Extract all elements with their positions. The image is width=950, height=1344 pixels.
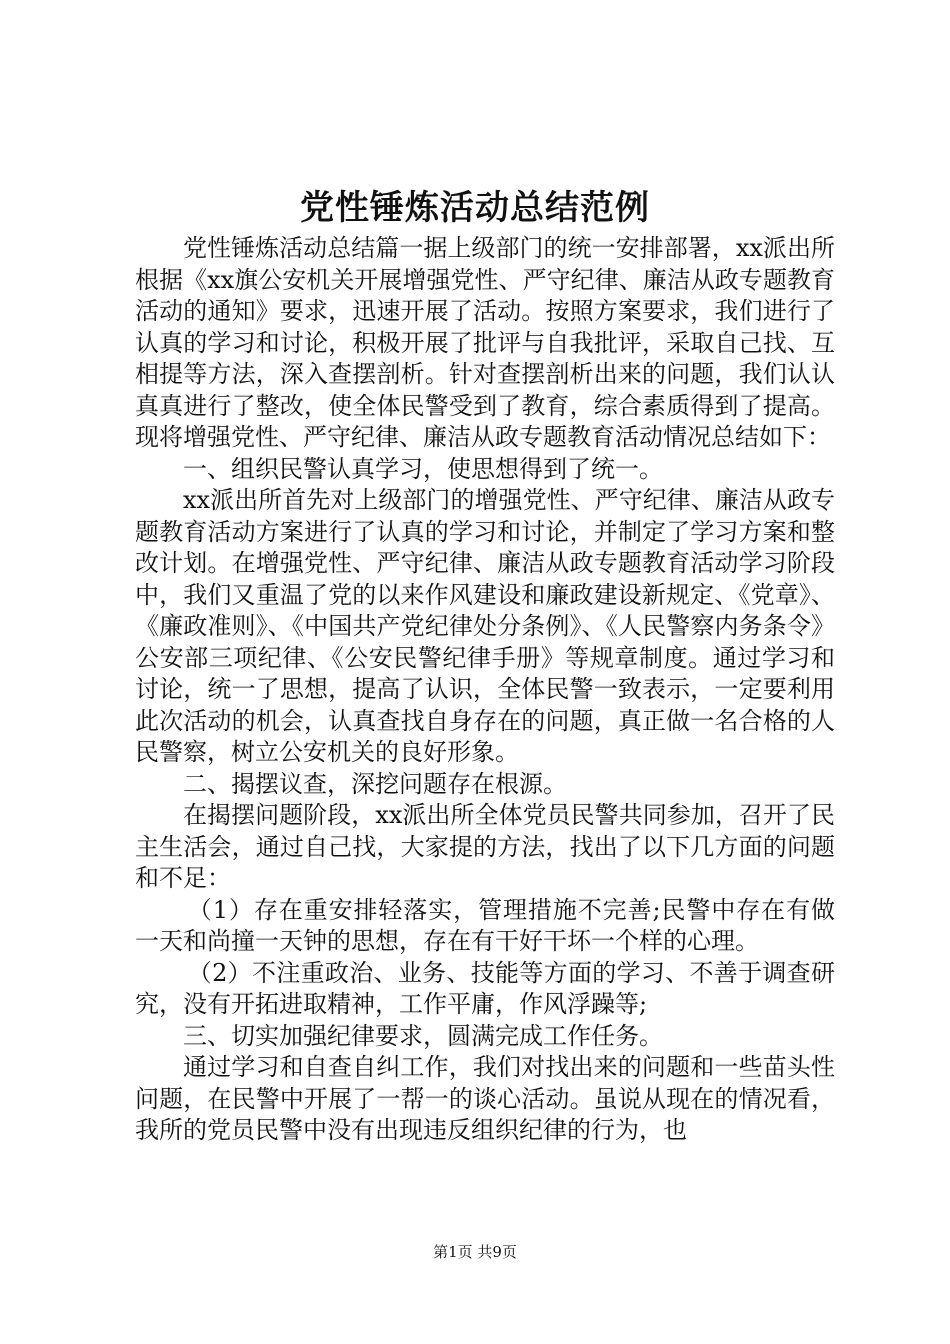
paragraph-discipline: 通过学习和自查自纠工作，我们对找出来的问题和一些苗头性问题，在民警中开展了一帮一的谈心活动。虽说从现在的情况看，我所的党员民警中没有出现违反组织纪律的行为，也 (135, 1053, 835, 1144)
list-item-2: （2）不注重政治、业务、技能等方面的学习、不善于调查研究，没有开拓进取精神，工作平庸，作风浮躁等; (135, 958, 835, 1018)
paragraph-study: xx派出所首先对上级部门的增强党性、严守纪律、廉洁从政专题教育活动方案进行了认真的学习和讨论，并制定了学习方案和整改计划。在增强党性、严守纪律、廉洁从政专题教育活动学习阶段中，我们又重温了党的以来作风建设和廉政建设新规定、《党章》、《廉政准则》、《中国共产党纪律处分条例》、《人民警察内务条令》公安部三项纪律、《公安民警纪律手册》等规章制度。通过学习和讨论，统一了思想，提高了认识，全体民警一致表示，一定要利用此次活动的机会，认真查找自身存在的问题，真正做一名合格的人民警察，树立公安机关的良好形象。 (135, 486, 835, 766)
section-heading-2: 二、揭摆议查，深挖问题存在根源。 (183, 769, 567, 798)
paragraph-intro: 党性锤炼活动总结篇一据上级部门的统一安排部署，xx派出所根据《xx旗公安机关开展增强党性、严守纪律、廉洁从政专题教育活动的通知》要求，迅速开展了活动。按照方案要求，我们进行了认真的学习和讨论，积极开展了批评与自我批评，采取自己找、互相提等方法，深入查摆剖析。针对查摆剖析出来的问题，我们认认真真进行了整改，使全体民警受到了教育，综合素质得到了提高。现将增强党性、严守纪律、廉洁从政专题教育活动情况总结如下： (135, 234, 835, 451)
document-body (135, 233, 835, 1147)
section-heading-1: 一、组织民警认真学习，使思想得到了统一。 (183, 454, 663, 483)
list-item-1: （1）存在重安排轻落实，管理措施不完善;民警中存在有做一天和尚撞一天钟的思想，存在有干好干坏一个样的心理。 (135, 895, 835, 955)
paragraph-problems: 在揭摆问题阶段，xx派出所全体党员民警共同参加，召开了民主生活会，通过自己找，大家提的方法，找出了以下几方面的问题和不足： (135, 801, 835, 892)
page-number-footer: 第1页 共9页 (433, 1243, 517, 1261)
section-heading-3: 三、切实加强纪律要求，圆满完成工作任务。 (183, 1021, 663, 1050)
document-title: 党性锤炼活动总结范例 (300, 188, 650, 228)
